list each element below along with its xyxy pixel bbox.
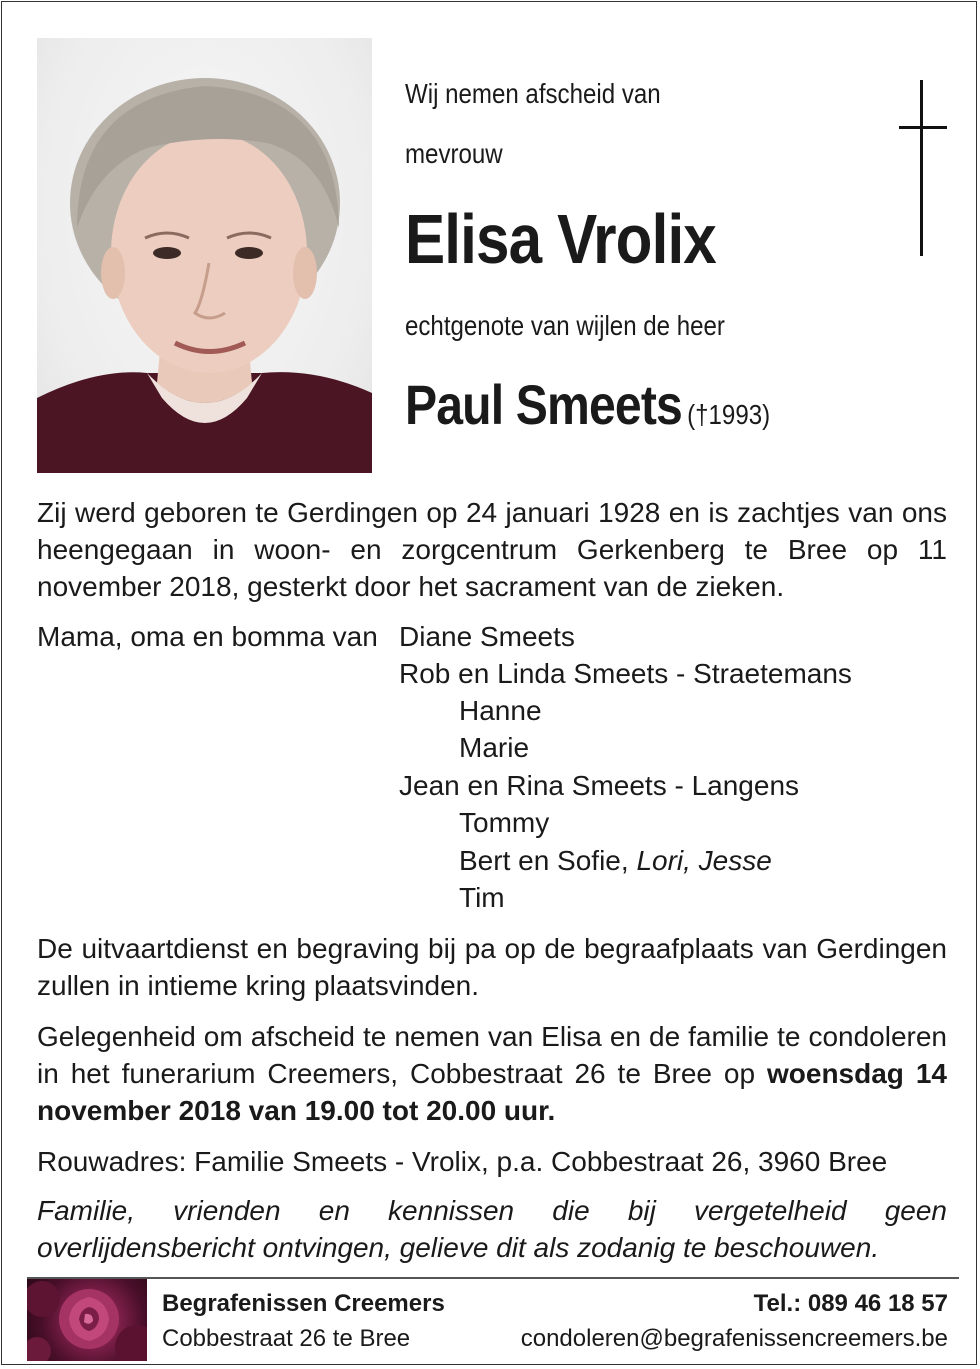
cross-icon-bar — [899, 126, 947, 129]
deceased-name: Elisa Vrolix — [405, 200, 716, 278]
spouse-name: Paul Smeets — [405, 373, 682, 436]
footer-address: Cobbestraat 26 te Bree — [162, 1325, 411, 1352]
family-entry: Rob en Linda Smeets - Straetemans — [399, 658, 852, 689]
address-line: Rouwadres: Familie Smeets - Vrolix, p.a. Cobbestraat 26, 3960 Bree — [37, 1146, 888, 1177]
family-intro: Mama, oma en bomma van — [37, 621, 378, 652]
funeral-paragraph: De uitvaartdienst en begraving bij pa op de begraafplaats van Gerdingen zullen in intieme kring plaatsvinden. — [37, 933, 947, 1001]
rose-image — [27, 1279, 147, 1361]
cross-icon — [920, 80, 923, 256]
spouse-intro: echtgenote van wijlen de heer — [405, 310, 725, 341]
footer-divider — [27, 1277, 959, 1279]
family-entry: Jean en Rina Smeets - Langens — [399, 770, 800, 801]
family-entry-grandchildren: Lori, Jesse — [636, 845, 772, 876]
family-entry: Tommy — [459, 807, 550, 838]
obituary-card — [1, 1, 977, 1365]
family-entry: Tim — [459, 882, 505, 913]
visitation-paragraph — [37, 1018, 947, 1129]
spouse-death-year: (†1993) — [687, 399, 771, 430]
intro-line-2: mevrouw — [405, 138, 503, 169]
family-entry: Hanne — [459, 695, 542, 726]
family-entry: Marie — [459, 732, 530, 763]
bio-paragraph: Zij werd geboren te Gerdingen op 24 januari 1928 en is zachtjes van ons heengegaan in woon- en zorgcentrum Gerkenberg te Bree op 11 november 2018, gesterkt door het sacrament van de zieken. — [37, 497, 947, 602]
visitation-text: Gelegenheid om afscheid te nemen van Elisa en de familie te condoleren in het funerarium Creemers, Cobbestraat 26 te Bree op — [37, 1021, 947, 1089]
family-entry-names: Bert en Sofie, — [459, 845, 629, 876]
family-entry — [459, 842, 772, 879]
footer-phone: Tel.: 089 46 18 57 — [753, 1290, 948, 1317]
visitation-datetime: woensdag 14 november 2018 van 19.00 tot 20.00 uur. — [37, 1058, 947, 1126]
portrait-photo — [37, 38, 372, 473]
footer-company: Begrafenissen Creemers — [162, 1290, 445, 1317]
intro-line-1: Wij nemen afscheid van — [405, 78, 661, 109]
family-entry: Diane Smeets — [399, 621, 575, 652]
spouse-line — [405, 372, 770, 437]
notice-paragraph: Familie, vrienden en kennissen die bij vergetelheid geen overlijdensbericht ontvingen, gelieve dit als zodanig te beschouwen. — [37, 1195, 947, 1263]
footer-email[interactable]: condoleren@begrafenissencreemers.be — [520, 1325, 948, 1352]
